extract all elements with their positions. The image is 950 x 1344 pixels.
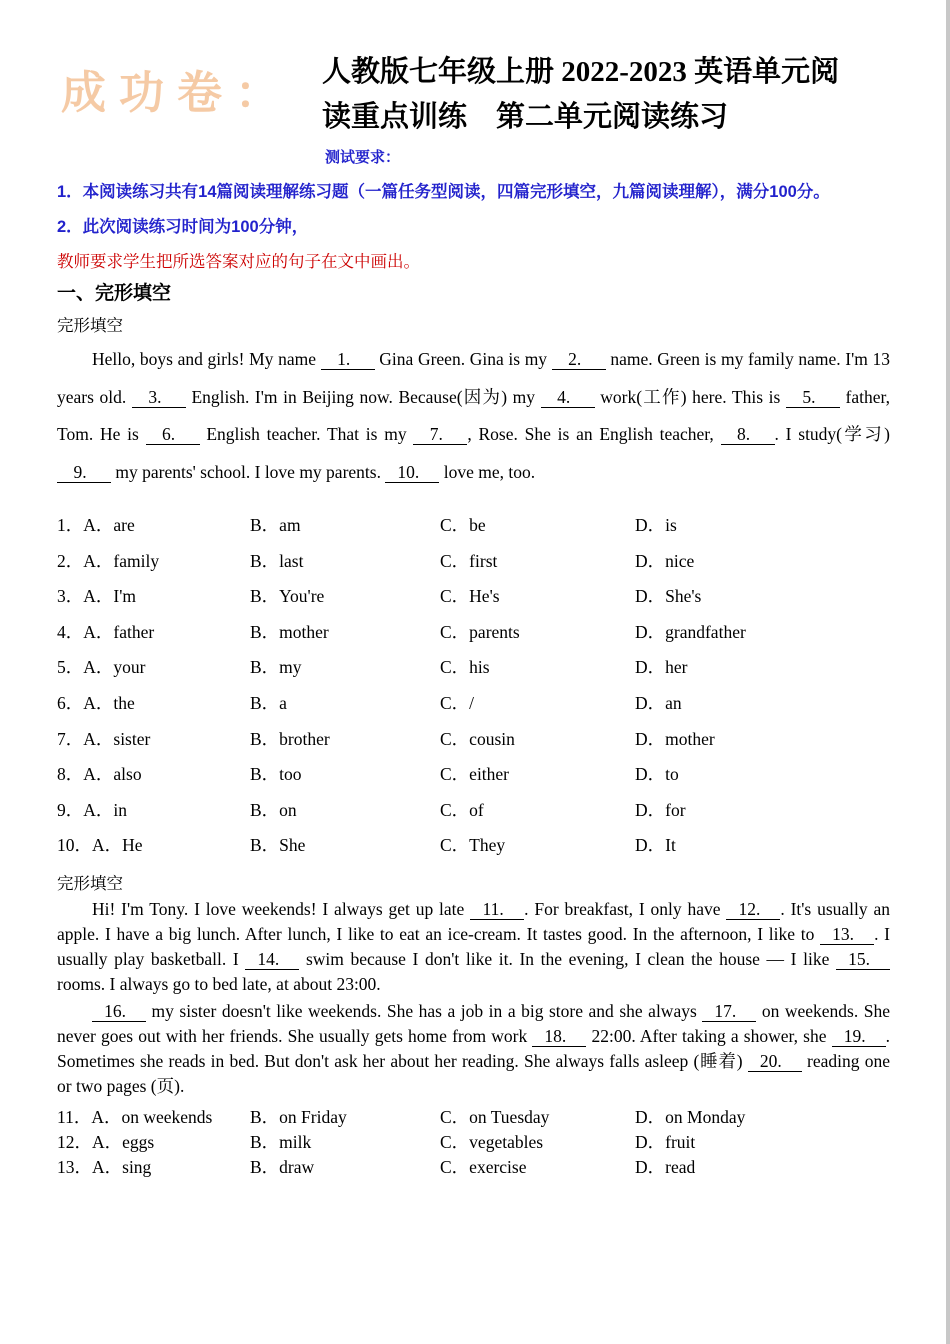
option-6-B: B．a bbox=[250, 692, 287, 713]
watermark-text: 成功卷： bbox=[61, 67, 294, 118]
document-title bbox=[322, 50, 890, 140]
teacher-note: 教师要求学生把所选答案对应的句子在文中画出。 bbox=[57, 253, 420, 271]
blank-5: 5. bbox=[786, 388, 840, 408]
option-4-C: C．parents bbox=[440, 621, 520, 642]
option-7-A: 7．A．sister bbox=[57, 728, 151, 749]
option-11-B: B．on Friday bbox=[250, 1106, 347, 1127]
cloze-1-label: 完形填空 bbox=[57, 316, 123, 335]
blank-3: 3. bbox=[132, 388, 186, 408]
option-8-B: B．too bbox=[250, 764, 302, 785]
option-7-B: B．brother bbox=[250, 728, 330, 749]
option-3-A: 3．A．I'm bbox=[57, 586, 136, 607]
option-11-C: C．on Tuesday bbox=[440, 1106, 550, 1127]
option-2-B: B．last bbox=[250, 550, 304, 571]
cloze-2-label: 完形填空 bbox=[57, 873, 123, 893]
option-12-A: 12．A．eggs bbox=[57, 1132, 155, 1153]
document-header bbox=[57, 0, 890, 140]
option-7-D: D．mother bbox=[635, 728, 715, 749]
option-8-D: D．to bbox=[635, 764, 679, 785]
option-11-A: 11．A．on weekends bbox=[57, 1106, 213, 1127]
option-13-C: C．exercise bbox=[440, 1157, 527, 1178]
cloze-2-passage-1: Hi! I'm Tony. I love weekends! I always get up late 11. . For breakfast, I only have 12. . It's usually an apple. I have a big lunch. After lunch, I like to eat an ice-cream. It tastes good. In the afternoon, I like to 13. . I usually play basketball. I 14. swim because I don't like it. In the evening, I clean the house — I like 15. rooms. I always go to bed late, at about 23:00. bbox=[57, 898, 890, 994]
option-1-C: C．be bbox=[440, 515, 486, 535]
section-1-heading: 一、完形填空 bbox=[57, 283, 172, 304]
blank-15: 15. bbox=[836, 950, 890, 970]
option-5-D: D．her bbox=[635, 657, 688, 678]
blank-13: 13. bbox=[820, 925, 874, 945]
option-3-B: B．You're bbox=[250, 586, 325, 607]
blank-12: 12. bbox=[726, 900, 780, 920]
requirement-1: 1．本阅读练习共有14篇阅读理解练习题（一篇任务型阅读，四篇完形填空，九篇阅读理解），满分100分。 bbox=[57, 183, 830, 201]
blank-2: 2. bbox=[552, 350, 606, 370]
cloze-1-options bbox=[57, 508, 890, 864]
option-6-A: 6．A．the bbox=[57, 692, 135, 713]
option-2-A: 2．A．family bbox=[57, 550, 160, 571]
option-2-D: D．nice bbox=[635, 550, 695, 571]
option-1-B: B．am bbox=[250, 515, 301, 535]
cloze-1-passage: Hello, boys and girls! My name 1. Gina Green. Gina is my 2. name. Green is my family name. I'm 13 years old. 3. English. I'm in Beijing now. Because(因为) my 4. work(工作) here. This is 5. father, Tom. He is 6. English teacher. That is my 7. , Rose. She is an English teacher, 8. . I study(学习) 9. my parents' school. I love my parents. 10. love me, too. bbox=[57, 349, 891, 482]
blank-8: 8. bbox=[721, 425, 775, 445]
option-11-D: D．on Monday bbox=[635, 1106, 746, 1127]
option-8-A: 8．A．also bbox=[57, 764, 142, 785]
option-5-A: 5．A．your bbox=[57, 657, 146, 678]
option-4-D: D．grandfather bbox=[635, 621, 746, 642]
option-13-B: B．draw bbox=[250, 1157, 315, 1178]
blank-18: 18. bbox=[532, 1027, 586, 1047]
blank-4: 4. bbox=[541, 388, 595, 408]
option-1-D: D．is bbox=[635, 515, 677, 535]
test-requirements-label: 测试要求： bbox=[325, 149, 401, 166]
option-9-C: C．of bbox=[440, 799, 484, 820]
option-13-D: D．read bbox=[635, 1157, 696, 1178]
option-1-A: 1．A．are bbox=[57, 515, 135, 535]
option-3-D: D．She's bbox=[635, 586, 702, 607]
option-10-D: D．It bbox=[635, 835, 676, 856]
blank-11: 11. bbox=[470, 900, 524, 920]
blank-16: 16. bbox=[92, 1002, 146, 1022]
option-9-B: B．on bbox=[250, 799, 297, 820]
blank-7: 7. bbox=[413, 425, 467, 445]
cloze-2-passage-2: 16. my sister doesn't like weekends. She has a job in a big store and she always 17. on weekends. She never goes out with her friends. She usually gets home from work 18. 22:00. After taking a shower, she 19. . Sometimes she reads in bed. But don't ask her about her reading. She always falls asleep (睡着) 20. reading one or two pages (页). bbox=[57, 1000, 890, 1096]
blank-17: 17. bbox=[702, 1002, 756, 1022]
option-12-D: D．fruit bbox=[635, 1132, 696, 1153]
blank-19: 19. bbox=[832, 1027, 886, 1047]
option-9-D: D．for bbox=[635, 799, 686, 820]
option-10-B: B．She bbox=[250, 835, 306, 856]
option-10-A: 10．A．He bbox=[57, 835, 143, 856]
blank-6: 6. bbox=[146, 425, 200, 445]
option-9-A: 9．A．in bbox=[57, 799, 127, 820]
document-title-line-1: 人教版七年级上册 2022-2023 英语单元阅 bbox=[322, 56, 840, 88]
blank-14: 14. bbox=[245, 950, 299, 970]
option-7-C: C．cousin bbox=[440, 728, 515, 749]
option-3-C: C．He's bbox=[440, 586, 500, 607]
requirement-2: 2．此次阅读练习时间为100分钟， bbox=[57, 218, 309, 236]
option-10-C: C．They bbox=[440, 835, 506, 856]
option-5-B: B．my bbox=[250, 657, 302, 678]
option-12-B: B．milk bbox=[250, 1132, 312, 1153]
document-title-line-2: 读重点训练 第二单元阅读练习 bbox=[322, 101, 729, 133]
scrollbar[interactable] bbox=[946, 0, 950, 1344]
option-12-C: C．vegetables bbox=[440, 1132, 544, 1153]
blank-20: 20. bbox=[748, 1052, 802, 1072]
option-6-D: D．an bbox=[635, 692, 682, 713]
option-13-A: 13．A．sing bbox=[57, 1157, 152, 1178]
option-4-B: B．mother bbox=[250, 621, 329, 642]
blank-10: 10. bbox=[385, 463, 439, 483]
option-5-C: C．his bbox=[440, 657, 490, 678]
option-6-C: C．/ bbox=[440, 692, 475, 713]
option-4-A: 4．A．father bbox=[57, 621, 155, 642]
cloze-2-options bbox=[57, 1105, 890, 1181]
option-2-C: C．first bbox=[440, 550, 498, 571]
blank-1: 1. bbox=[321, 350, 375, 370]
option-8-C: C．either bbox=[440, 764, 510, 785]
blank-9: 9. bbox=[57, 463, 111, 483]
